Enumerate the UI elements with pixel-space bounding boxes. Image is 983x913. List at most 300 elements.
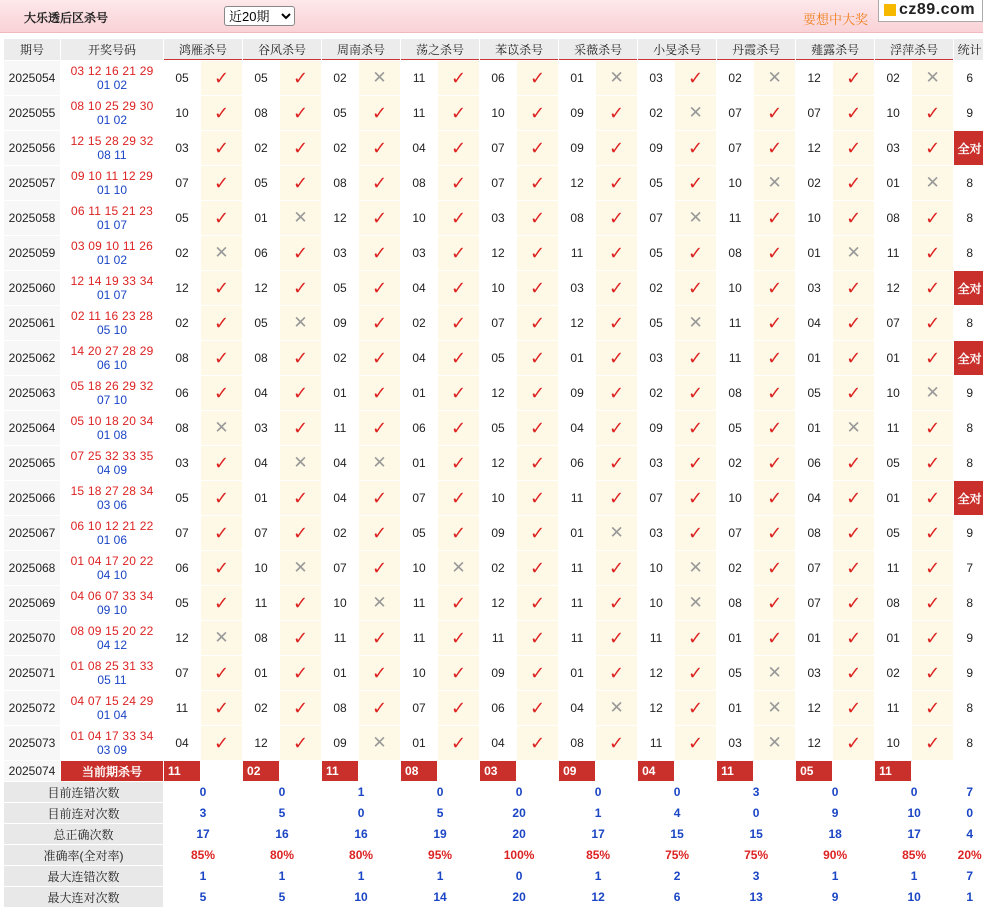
- kill-number: 01: [401, 376, 437, 410]
- kill-number: 12: [559, 306, 595, 340]
- check-icon: ✓: [596, 586, 637, 620]
- back-numbers: 05 11: [97, 673, 127, 687]
- kill-number: 02: [164, 306, 200, 340]
- stat-cell: 8: [954, 586, 983, 620]
- period-cell: 2025063: [4, 376, 60, 410]
- stats-label: 目前连对次数: [4, 803, 163, 823]
- kill-number: 01: [875, 481, 911, 515]
- stats-total: 0: [954, 803, 983, 823]
- kill-number: 01: [717, 621, 753, 655]
- kill-number: 03: [638, 446, 674, 480]
- check-icon: ✓: [754, 201, 795, 235]
- stats-value: 0: [401, 782, 479, 802]
- check-icon: ✓: [912, 341, 953, 375]
- back-numbers: 04 12: [96, 638, 128, 652]
- check-icon: ✓: [596, 236, 637, 270]
- stat-cell: 9: [954, 96, 983, 130]
- current-kill-number: 11: [322, 761, 358, 781]
- cross-icon: ✕: [912, 376, 953, 410]
- kill-number: 11: [401, 96, 437, 130]
- kill-number: 07: [322, 551, 358, 585]
- cross-icon: ✕: [201, 411, 242, 445]
- kill-number: 08: [322, 691, 358, 725]
- draw-numbers-cell: [61, 61, 163, 95]
- kill-number: 11: [717, 341, 753, 375]
- stats-row: [4, 845, 983, 865]
- kill-number: 05: [243, 306, 279, 340]
- kill-number: 10: [638, 551, 674, 585]
- check-icon: ✓: [675, 481, 716, 515]
- kill-number: 11: [559, 236, 595, 270]
- check-icon: ✓: [517, 551, 558, 585]
- stats-total: 7: [954, 782, 983, 802]
- kill-number: 02: [322, 516, 358, 550]
- back-numbers: 01 08: [96, 428, 128, 442]
- kill-number: 10: [875, 376, 911, 410]
- kill-number: 09: [480, 516, 516, 550]
- check-icon: ✓: [517, 96, 558, 130]
- stat-cell: 8: [954, 446, 983, 480]
- kill-number: 01: [559, 341, 595, 375]
- check-icon: ✓: [280, 61, 321, 95]
- kill-number: 07: [717, 96, 753, 130]
- kill-number: 03: [796, 271, 832, 305]
- check-icon: ✓: [517, 516, 558, 550]
- header-killer[interactable]: 采薇杀号: [559, 39, 637, 60]
- check-icon: ✓: [517, 656, 558, 690]
- kill-number: 08: [243, 621, 279, 655]
- check-icon: ✓: [438, 201, 479, 235]
- stats-row: [4, 866, 983, 886]
- promo-slogan[interactable]: 要想中大奖: [803, 12, 869, 27]
- kill-number: 03: [322, 236, 358, 270]
- period-cell: 2025064: [4, 411, 60, 445]
- cross-icon: ✕: [833, 411, 874, 445]
- all-correct-badge: 全对: [954, 131, 983, 165]
- kill-number: 10: [480, 481, 516, 515]
- check-icon: ✓: [754, 131, 795, 165]
- check-icon: ✓: [517, 201, 558, 235]
- kill-number: 06: [243, 236, 279, 270]
- stats-value: 75%: [638, 845, 716, 865]
- logo-square-icon: [884, 4, 896, 16]
- back-numbers: 06 10: [96, 358, 128, 372]
- kill-number: 10: [875, 96, 911, 130]
- kill-number: 05: [401, 516, 437, 550]
- kill-number: 02: [164, 236, 200, 270]
- kill-number: 12: [243, 271, 279, 305]
- back-numbers: 04 10: [96, 568, 128, 582]
- kill-number: 07: [164, 516, 200, 550]
- kill-number: 08: [875, 201, 911, 235]
- kill-number: 12: [638, 656, 674, 690]
- check-icon: ✓: [517, 691, 558, 725]
- period-range-select[interactable]: [224, 6, 295, 26]
- current-kill-blank: [201, 761, 242, 781]
- stats-label: 总正确次数: [4, 824, 163, 844]
- current-kill-number: 11: [875, 761, 911, 781]
- stats-label: 目前连错次数: [4, 782, 163, 802]
- kill-number: 10: [480, 96, 516, 130]
- check-icon: ✓: [201, 61, 242, 95]
- stat-cell: 8: [954, 411, 983, 445]
- kill-number: 07: [638, 481, 674, 515]
- check-icon: ✓: [201, 306, 242, 340]
- stats-value: 10: [322, 887, 400, 907]
- table-row: [4, 516, 983, 550]
- check-icon: ✓: [517, 131, 558, 165]
- cross-icon: ✕: [359, 446, 400, 480]
- check-icon: ✓: [517, 621, 558, 655]
- cross-icon: ✕: [912, 166, 953, 200]
- check-icon: ✓: [201, 341, 242, 375]
- check-icon: ✓: [833, 341, 874, 375]
- kill-number: 11: [638, 621, 674, 655]
- stats-row: [4, 824, 983, 844]
- cross-icon: ✕: [280, 306, 321, 340]
- stats-value: 85%: [164, 845, 242, 865]
- check-icon: ✓: [833, 621, 874, 655]
- check-icon: ✓: [359, 166, 400, 200]
- check-icon: ✓: [596, 411, 637, 445]
- header-stats: 统计: [954, 39, 983, 60]
- check-icon: ✓: [438, 271, 479, 305]
- kill-number: 09: [322, 726, 358, 760]
- check-icon: ✓: [754, 96, 795, 130]
- kill-number: 11: [638, 726, 674, 760]
- kill-number: 08: [796, 516, 832, 550]
- draw-numbers-cell: [61, 376, 163, 410]
- back-numbers: 01 02: [96, 113, 128, 127]
- period-cell: 2025065: [4, 446, 60, 480]
- table-row: [4, 726, 983, 760]
- cross-icon: ✕: [754, 61, 795, 95]
- kill-number: 02: [638, 271, 674, 305]
- check-icon: ✓: [280, 481, 321, 515]
- stats-value: 95%: [401, 845, 479, 865]
- check-icon: ✓: [201, 516, 242, 550]
- kill-number: 09: [559, 376, 595, 410]
- kill-number: 12: [875, 271, 911, 305]
- kill-number: 03: [559, 271, 595, 305]
- check-icon: ✓: [912, 446, 953, 480]
- kill-number: 08: [559, 726, 595, 760]
- stats-value: 15: [717, 824, 795, 844]
- stats-value: 85%: [875, 845, 953, 865]
- kill-number: 02: [638, 96, 674, 130]
- kill-number: 03: [875, 131, 911, 165]
- logo-text: cz89.com: [899, 1, 976, 18]
- check-icon: ✓: [833, 61, 874, 95]
- stat-cell: 7: [954, 551, 983, 585]
- all-correct-badge: 全对: [954, 481, 983, 515]
- back-numbers: 08 11: [97, 148, 127, 162]
- check-icon: ✓: [517, 481, 558, 515]
- stat-cell: 8: [954, 166, 983, 200]
- current-kill-blank: [517, 761, 558, 781]
- period-cell: 2025070: [4, 621, 60, 655]
- cross-icon: ✕: [754, 691, 795, 725]
- check-icon: ✓: [754, 341, 795, 375]
- check-icon: ✓: [754, 446, 795, 480]
- cross-icon: ✕: [359, 586, 400, 620]
- front-numbers: 15 18 27 28 34: [70, 484, 154, 498]
- check-icon: ✓: [280, 621, 321, 655]
- kill-number: 11: [875, 551, 911, 585]
- table-row: [4, 271, 983, 305]
- current-kill-number: 04: [638, 761, 674, 781]
- check-icon: ✓: [201, 691, 242, 725]
- kill-number: 11: [164, 691, 200, 725]
- kill-number: 09: [322, 306, 358, 340]
- check-icon: ✓: [596, 201, 637, 235]
- table-header-row: [4, 39, 983, 60]
- check-icon: ✓: [280, 411, 321, 445]
- check-icon: ✓: [438, 621, 479, 655]
- kill-number: 08: [401, 166, 437, 200]
- cross-icon: ✕: [754, 726, 795, 760]
- cross-icon: ✕: [833, 236, 874, 270]
- check-icon: ✓: [833, 551, 874, 585]
- kill-number: 05: [638, 166, 674, 200]
- check-icon: ✓: [675, 411, 716, 445]
- table-row: [4, 306, 983, 340]
- kill-number: 01: [243, 201, 279, 235]
- all-correct-badge: 全对: [954, 341, 983, 375]
- cross-icon: ✕: [596, 691, 637, 725]
- cross-icon: ✕: [912, 61, 953, 95]
- check-icon: ✓: [438, 131, 479, 165]
- stats-value: 3: [164, 803, 242, 823]
- table-row: [4, 131, 983, 165]
- check-icon: ✓: [754, 551, 795, 585]
- check-icon: ✓: [675, 656, 716, 690]
- kill-number: 02: [875, 656, 911, 690]
- check-icon: ✓: [596, 271, 637, 305]
- cross-icon: ✕: [201, 621, 242, 655]
- kill-number: 03: [164, 446, 200, 480]
- kill-number: 06: [480, 61, 516, 95]
- current-period-row: [4, 761, 983, 781]
- kill-number: 01: [875, 166, 911, 200]
- check-icon: ✓: [912, 621, 953, 655]
- check-icon: ✓: [517, 271, 558, 305]
- kill-number: 12: [480, 446, 516, 480]
- check-icon: ✓: [517, 586, 558, 620]
- kill-number: 04: [322, 481, 358, 515]
- period-cell: 2025069: [4, 586, 60, 620]
- header-killer[interactable]: 小旻杀号: [638, 39, 716, 60]
- kill-number: 07: [480, 306, 516, 340]
- period-cell: 2025071: [4, 656, 60, 690]
- kill-number: 07: [717, 516, 753, 550]
- stat-cell: 9: [954, 621, 983, 655]
- check-icon: ✓: [438, 656, 479, 690]
- kill-number: 05: [164, 586, 200, 620]
- check-icon: ✓: [438, 516, 479, 550]
- back-numbers: 01 02: [96, 253, 128, 267]
- stats-label: 最大连对次数: [4, 887, 163, 907]
- kill-number: 08: [164, 341, 200, 375]
- kill-number: 08: [875, 586, 911, 620]
- stats-value: 17: [559, 824, 637, 844]
- check-icon: ✓: [438, 96, 479, 130]
- stats-value: 80%: [322, 845, 400, 865]
- front-numbers: 04 06 07 33 34: [70, 589, 154, 603]
- kill-number: 09: [638, 411, 674, 445]
- check-icon: ✓: [201, 586, 242, 620]
- kill-number: 10: [717, 271, 753, 305]
- check-icon: ✓: [912, 481, 953, 515]
- stats-value: 0: [322, 803, 400, 823]
- check-icon: ✓: [359, 306, 400, 340]
- kill-number: 04: [559, 691, 595, 725]
- stats-row: [4, 887, 983, 907]
- stats-value: 4: [638, 803, 716, 823]
- kill-number: 11: [559, 551, 595, 585]
- draw-numbers-cell: [61, 341, 163, 375]
- check-icon: ✓: [596, 96, 637, 130]
- stats-value: 9: [796, 803, 874, 823]
- check-icon: ✓: [833, 691, 874, 725]
- stats-value: 9: [796, 887, 874, 907]
- kill-number: 08: [243, 341, 279, 375]
- draw-numbers-cell: [61, 481, 163, 515]
- check-icon: ✓: [201, 446, 242, 480]
- stats-value: 80%: [243, 845, 321, 865]
- table-row: [4, 61, 983, 95]
- stats-value: 10: [875, 803, 953, 823]
- period-cell: 2025067: [4, 516, 60, 550]
- top-bar: [0, 0, 983, 33]
- kill-number: 11: [559, 481, 595, 515]
- check-icon: ✓: [675, 446, 716, 480]
- check-icon: ✓: [675, 61, 716, 95]
- check-icon: ✓: [280, 691, 321, 725]
- kill-number: 01: [559, 61, 595, 95]
- kill-number: 09: [638, 131, 674, 165]
- stat-cell: 6: [954, 61, 983, 95]
- header-killer[interactable]: 苯苡杀号: [480, 39, 558, 60]
- back-numbers: 01 07: [96, 218, 128, 232]
- kill-number: 10: [401, 656, 437, 690]
- front-numbers: 03 12 16 21 29: [70, 64, 154, 78]
- stat-cell: 9: [954, 516, 983, 550]
- kill-number: 02: [322, 131, 358, 165]
- kill-number: 02: [717, 446, 753, 480]
- check-icon: ✓: [833, 481, 874, 515]
- header-killer[interactable]: 薤露杀号: [796, 39, 874, 60]
- kill-number: 05: [717, 411, 753, 445]
- check-icon: ✓: [359, 96, 400, 130]
- header-killer[interactable]: 周南杀号: [322, 39, 400, 60]
- stats-value: 12: [559, 887, 637, 907]
- kill-number: 05: [164, 201, 200, 235]
- kill-number: 01: [875, 621, 911, 655]
- check-icon: ✓: [438, 236, 479, 270]
- back-numbers: 05 10: [96, 323, 128, 337]
- check-icon: ✓: [359, 271, 400, 305]
- kill-number: 03: [401, 236, 437, 270]
- check-icon: ✓: [359, 516, 400, 550]
- draw-numbers-cell: [61, 621, 163, 655]
- stats-value: 5: [401, 803, 479, 823]
- front-numbers: 08 10 25 29 30: [70, 99, 154, 113]
- kill-number: 03: [164, 131, 200, 165]
- kill-number: 01: [401, 446, 437, 480]
- check-icon: ✓: [517, 341, 558, 375]
- kill-number: 04: [322, 446, 358, 480]
- header-killer[interactable]: 丹霞杀号: [717, 39, 795, 60]
- stats-value: 13: [717, 887, 795, 907]
- check-icon: ✓: [912, 131, 953, 165]
- check-icon: ✓: [280, 271, 321, 305]
- kill-number: 04: [559, 411, 595, 445]
- stats-value: 0: [638, 782, 716, 802]
- kill-number: 02: [322, 61, 358, 95]
- check-icon: ✓: [359, 236, 400, 270]
- period-cell: 2025066: [4, 481, 60, 515]
- stats-value: 1: [559, 803, 637, 823]
- cross-icon: ✕: [675, 201, 716, 235]
- stats-value: 1: [322, 866, 400, 886]
- kill-number: 07: [796, 586, 832, 620]
- kill-number: 09: [480, 656, 516, 690]
- kill-number: 11: [480, 621, 516, 655]
- kill-number: 03: [638, 61, 674, 95]
- draw-numbers-cell: [61, 166, 163, 200]
- period-cell: 2025060: [4, 271, 60, 305]
- kill-number: 01: [243, 481, 279, 515]
- table-row: [4, 236, 983, 270]
- header-killer[interactable]: 谷风杀号: [243, 39, 321, 60]
- front-numbers: 01 04 17 33 34: [70, 729, 154, 743]
- check-icon: ✓: [833, 131, 874, 165]
- current-kill-blank: [280, 761, 321, 781]
- stats-value: 100%: [480, 845, 558, 865]
- kill-number: 04: [401, 271, 437, 305]
- check-icon: ✓: [517, 236, 558, 270]
- kill-number: 07: [638, 201, 674, 235]
- kill-number: 10: [717, 166, 753, 200]
- stats-value: 0: [480, 866, 558, 886]
- draw-numbers-cell: [61, 586, 163, 620]
- check-icon: ✓: [359, 621, 400, 655]
- check-icon: ✓: [754, 621, 795, 655]
- site-logo[interactable]: [878, 0, 983, 22]
- header-killer[interactable]: 荡之杀号: [401, 39, 479, 60]
- kill-number: 12: [796, 726, 832, 760]
- cross-icon: ✕: [754, 656, 795, 690]
- stats-total: 1: [954, 887, 983, 907]
- header-period: 期号: [4, 39, 60, 60]
- cross-icon: ✕: [675, 306, 716, 340]
- header-killer[interactable]: 浮萍杀号: [875, 39, 953, 60]
- current-kill-number: 11: [164, 761, 200, 781]
- header-killer[interactable]: 鸿雁杀号: [164, 39, 242, 60]
- current-kill-number: 11: [717, 761, 753, 781]
- stats-value: 5: [243, 803, 321, 823]
- cross-icon: ✕: [201, 236, 242, 270]
- table-row: [4, 201, 983, 235]
- check-icon: ✓: [517, 61, 558, 95]
- draw-numbers-cell: [61, 306, 163, 340]
- back-numbers: 03 06: [96, 498, 128, 512]
- current-kill-blank: [596, 761, 637, 781]
- kill-number: 05: [480, 341, 516, 375]
- kill-number: 06: [164, 551, 200, 585]
- kill-number: 08: [322, 166, 358, 200]
